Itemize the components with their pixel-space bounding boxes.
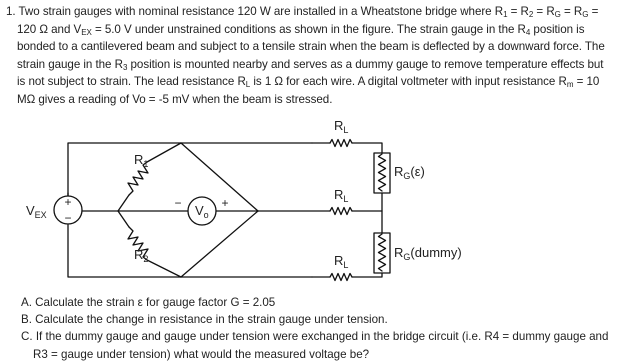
problem-line-5: is not subject to strain. The lead resistance $R_L$ is 1 Ω for each wire. A digital voltmeter with input resistance $R_m = 10$	[17, 75, 600, 89]
resistor-rl-mid	[330, 208, 352, 215]
question-a: A. Calculate the strain ε for gauge factor G = 2.05	[21, 296, 276, 309]
problem-line-4: strain gauge in the $R_3$ position is mounted nearby and serves as a dummy gauge to remove temperature effects but	[17, 57, 604, 72]
problem-line-2: 120 Ω and $V_{EX} = 5.0$ V under unstrained conditions as shown in the figure. The strain gauge in the $R_4$ position is	[17, 22, 585, 37]
question-list	[21, 294, 621, 363]
r2-label: $R_2$	[134, 247, 149, 264]
rg-dummy-label: $R_G(dummy)$	[394, 245, 462, 262]
wire-r1-a	[118, 195, 129, 211]
source-label: $V_{EX}$	[26, 203, 47, 220]
gauge-dummy-zigzag	[379, 234, 386, 271]
wire-r1-b	[147, 143, 181, 162]
voltmeter-plus: +	[221, 196, 229, 210]
rl-bot-label: $R_L$	[334, 253, 349, 270]
wire-r2-b	[147, 260, 181, 277]
resistor-rl-bot	[330, 274, 352, 281]
question-c: C. If the dummy gauge and gauge under tension were exchanged in the bridge circuit (i.e. R4 = dummy gauge and	[21, 330, 609, 344]
gauge-strain-zigzag	[379, 154, 386, 191]
source-plus: +	[64, 195, 72, 209]
source-minus: −	[64, 211, 72, 225]
resistor-rl-top	[330, 140, 352, 147]
rl-mid-label: $R_L$	[334, 187, 349, 204]
wire-top-right	[352, 143, 382, 153]
question-b: B. Calculate the change in resistance in the strain gauge under tension.	[21, 313, 388, 327]
question-c-continued: R3 = gauge under tension) what would the measured voltage be?	[33, 347, 370, 361]
problem-line-1: 1. Two strain gauges with nominal resistance 120 W are installed in a Wheatstone bridge where $R_1 = R_2 = R_G = R_G$ =	[6, 5, 599, 19]
voltmeter-minus: −	[174, 196, 182, 210]
rl-top-label: $R_L$	[334, 118, 349, 135]
problem-line-6: MΩ gives a reading of Vo = -5 mV when the beam is stressed.	[17, 92, 333, 106]
rg-strain-label: $R_G(\varepsilon)$	[394, 164, 425, 181]
wire-r2-a	[118, 211, 129, 227]
voltmeter-label: $V_o$	[195, 203, 209, 220]
r1-label: $R_1$	[134, 152, 149, 169]
problem-line-3: bonded to a cantilevered beam and subject to a tensile strain when the beam is deflected by a downward force. The	[17, 40, 605, 53]
